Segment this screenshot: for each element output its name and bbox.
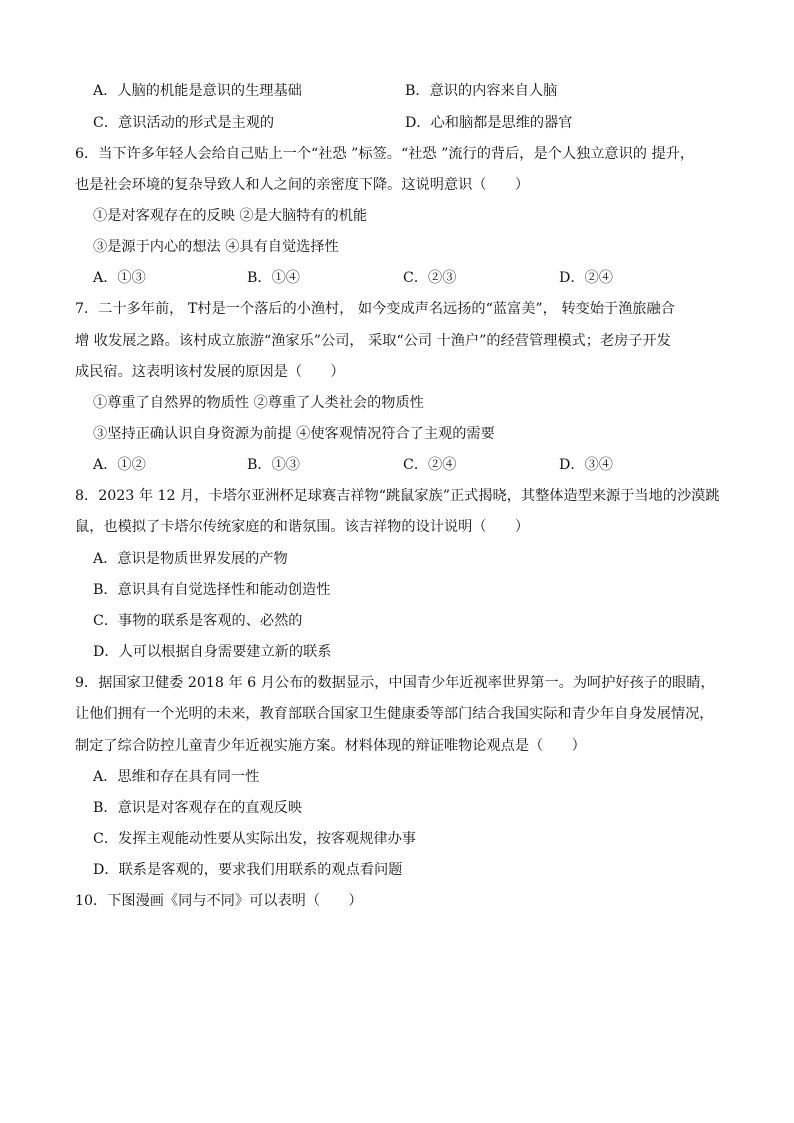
q9-option-d: D．联系是客观的，要求我们用联系的观点看问题 bbox=[93, 862, 403, 878]
q6-stem-line-2: 也是社会环境的复杂导致人和人之间的亲密度下降。这说明意识（ ） bbox=[75, 177, 530, 193]
q8-option-a: A．意识是物质世界发展的产物 bbox=[93, 551, 288, 567]
q6-options bbox=[93, 268, 713, 288]
q7-option-a: A．①② bbox=[93, 457, 146, 473]
q7-statements-line-2: ③坚持正确认识自身资源为前提 ④使客观情况符合了主观的需要 bbox=[93, 426, 495, 442]
q6-stem-line-1: 6．当下许多年轻人会给自己贴上一个“社恐 ”标签。“社恐 ”流行的背后，是个人独立意识的 提升， bbox=[75, 146, 695, 162]
q6-option-b: B．①④ bbox=[247, 270, 300, 286]
q9-option-b: B．意识是对客观存在的直观反映 bbox=[93, 800, 303, 816]
q7-stem-line-2: 增 收发展之路。该村成立旅游“渔家乐”公司， 采取“公司 十渔户”的经营管理模式；老房子开发 bbox=[75, 333, 671, 349]
q7-option-c: C．②④ bbox=[403, 457, 457, 473]
q8-option-b: B．意识具有自觉选择性和能动创造性 bbox=[93, 582, 331, 598]
q6-statements-line-1: ①是对客观存在的反映 ②是大脑特有的机能 bbox=[93, 208, 368, 224]
q5-option-c: C．意识活动的形式是主观的 bbox=[93, 115, 275, 131]
q10-stem-line-1: 10．下图漫画《同与不同》可以表明（ ） bbox=[75, 893, 363, 909]
q6-option-a: A．①③ bbox=[93, 270, 146, 286]
q9-stem-line-2: 让他们拥有一个光明的未来，教育部联合国家卫生健康委等部门结合我国实际和青少年自身发展情况， bbox=[75, 706, 714, 722]
q7-stem-line-1: 7．二十多年前， T村是一个落后的小渔村， 如今变成声名远扬的“蓝富美”， 转变始于渔旅融合 bbox=[75, 301, 675, 317]
q9-option-c: C．发挥主观能动性要从实际出发，按客观规律办事 bbox=[93, 831, 416, 847]
q9-option-a: A．思维和存在具有同一性 bbox=[93, 769, 260, 785]
q5-option-a: A．人脑的机能是意识的生理基础 bbox=[93, 83, 302, 99]
q8-option-d: D．人可以根据自身需要建立新的联系 bbox=[93, 644, 332, 660]
q7-stem-line-3: 成民宿。这表明该村发展的原因是（ ） bbox=[75, 364, 345, 380]
q6-statements-line-2: ③是源于内心的想法 ④具有自觉选择性 bbox=[93, 239, 339, 255]
q8-stem-line-1: 8．2023 年 12 月，卡塔尔亚洲杯足球赛吉祥物“跳鼠家族”正式揭晓，其整体造型来源于当地的沙漠跳 bbox=[75, 488, 720, 504]
q5-option-b: B．意识的内容来自人脑 bbox=[405, 83, 558, 99]
q9-stem-line-3: 制定了综合防控儿童青少年近视实施方案。材料体现的辩证唯物论观点是（ ） bbox=[75, 738, 586, 754]
q7-options bbox=[93, 455, 713, 475]
q8-stem-line-2: 鼠，也模拟了卡塔尔传统家庭的和谐氛围。该吉祥物的设计说明（ ） bbox=[75, 519, 530, 535]
q7-option-d: D．③④ bbox=[559, 457, 613, 473]
q9-stem-line-1: 9．据国家卫健委 2018 年 6 月公布的数据显示，中国青少年近视率世界第一。为呵护好孩子的眼睛， bbox=[75, 675, 715, 691]
q6-option-c: C．②③ bbox=[403, 270, 457, 286]
q5-option-d: D．心和脑都是思维的器官 bbox=[405, 115, 573, 131]
q7-option-b: B．①③ bbox=[247, 457, 300, 473]
q6-option-d: D．②④ bbox=[559, 270, 613, 286]
q8-option-c: C．事物的联系是客观的、必然的 bbox=[93, 613, 303, 629]
q7-statements-line-1: ①尊重了自然界的物质性 ②尊重了人类社会的物质性 bbox=[93, 395, 424, 411]
